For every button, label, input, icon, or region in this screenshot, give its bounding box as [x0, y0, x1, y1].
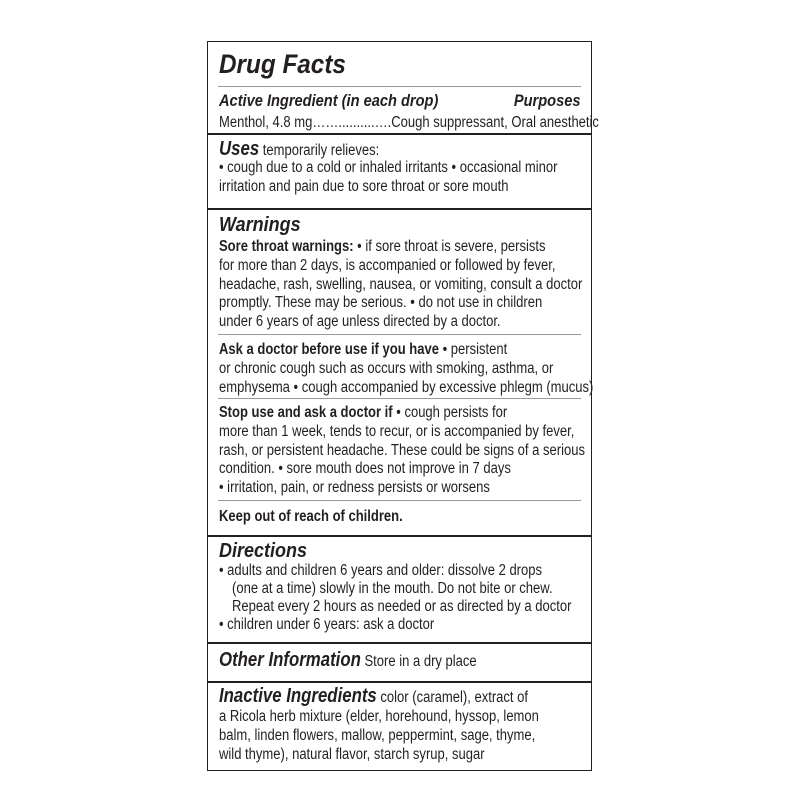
divider	[218, 398, 581, 399]
divider	[208, 208, 591, 210]
inactive-line: balm, linden flowers, mallow, peppermint, sage, thyme,	[219, 727, 536, 744]
stop-use-line: more than 1 week, tends to recur, or is accompanied by fever,	[219, 423, 575, 440]
stop-use-line: • irritation, pain, or redness persists or worsens	[219, 479, 490, 496]
uses-line: • cough due to a cold or inhaled irritants • occasional minor	[219, 159, 558, 176]
inactive-ingredients-heading: Inactive Ingredients	[219, 685, 377, 707]
active-ingredient-row	[219, 114, 599, 132]
leader-dots: ……..........….	[312, 114, 392, 131]
divider	[208, 535, 591, 537]
warning-line: for more than 2 days, is accompanied or followed by fever,	[219, 257, 556, 274]
warning-line: under 6 years of age unless directed by a doctor.	[219, 313, 501, 330]
drug-facts-panel	[207, 41, 599, 771]
other-information-heading: Other Information	[219, 649, 361, 671]
divider	[208, 642, 591, 644]
uses-line: Uses temporarily relieves:	[219, 138, 380, 160]
ask-doctor-line: emphysema • cough accompanied by excessive phlegm (mucus)	[219, 379, 594, 396]
warning-line: Sore throat warnings: • if sore throat is severe, persists	[219, 238, 546, 255]
divider	[208, 681, 591, 683]
directions-line: • adults and children 6 years and older: dissolve 2 drops	[219, 562, 543, 579]
inactive-line: wild thyme), natural flavor, starch syrup, sugar	[219, 746, 485, 763]
stop-use-line: Stop use and ask a doctor if • cough persists for	[219, 404, 508, 421]
divider	[218, 334, 581, 335]
active-ingredient-heading: Active Ingredient (in each drop)	[219, 91, 439, 110]
divider	[218, 86, 581, 87]
divider	[208, 133, 591, 135]
stop-use-line: rash, or persistent headache. These could be signs of a serious	[219, 442, 585, 459]
warnings-heading: Warnings	[219, 214, 301, 236]
divider	[218, 500, 581, 501]
warning-line: headache, rash, swelling, nausea, or vomiting, consult a doctor	[219, 276, 583, 293]
other-information: Other Information Store in a dry place	[219, 649, 477, 671]
warning-line: promptly. These may be serious. • do not use in children	[219, 294, 543, 311]
ask-doctor-line: Ask a doctor before use if you have • persistent	[219, 341, 508, 358]
purposes-heading: Purposes	[513, 91, 580, 110]
uses-heading: Uses	[219, 138, 260, 160]
directions-line: (one at a time) slowly in the mouth. Do not bite or chew.	[232, 580, 553, 597]
page-title: Drug Facts	[219, 49, 346, 79]
ask-doctor-line: or chronic cough such as occurs with smoking, asthma, or	[219, 360, 554, 377]
uses-line: irritation and pain due to sore throat or sore mouth	[219, 178, 509, 195]
keep-out-warning: Keep out of reach of children.	[219, 508, 403, 525]
inactive-line: Inactive Ingredients color (caramel), extract of	[219, 685, 529, 707]
inactive-line: a Ricola herb mixture (elder, horehound, hyssop, lemon	[219, 708, 539, 725]
directions-heading: Directions	[219, 540, 308, 562]
stop-use-line: condition. • sore mouth does not improve in 7 days	[219, 460, 511, 477]
directions-line: • children under 6 years: ask a doctor	[219, 616, 435, 633]
directions-line: Repeat every 2 hours as needed or as directed by a doctor	[232, 598, 572, 615]
ingredient: Menthol, 4.8 mg	[219, 114, 313, 131]
purpose: Cough suppressant, Oral anesthetic	[391, 114, 599, 131]
